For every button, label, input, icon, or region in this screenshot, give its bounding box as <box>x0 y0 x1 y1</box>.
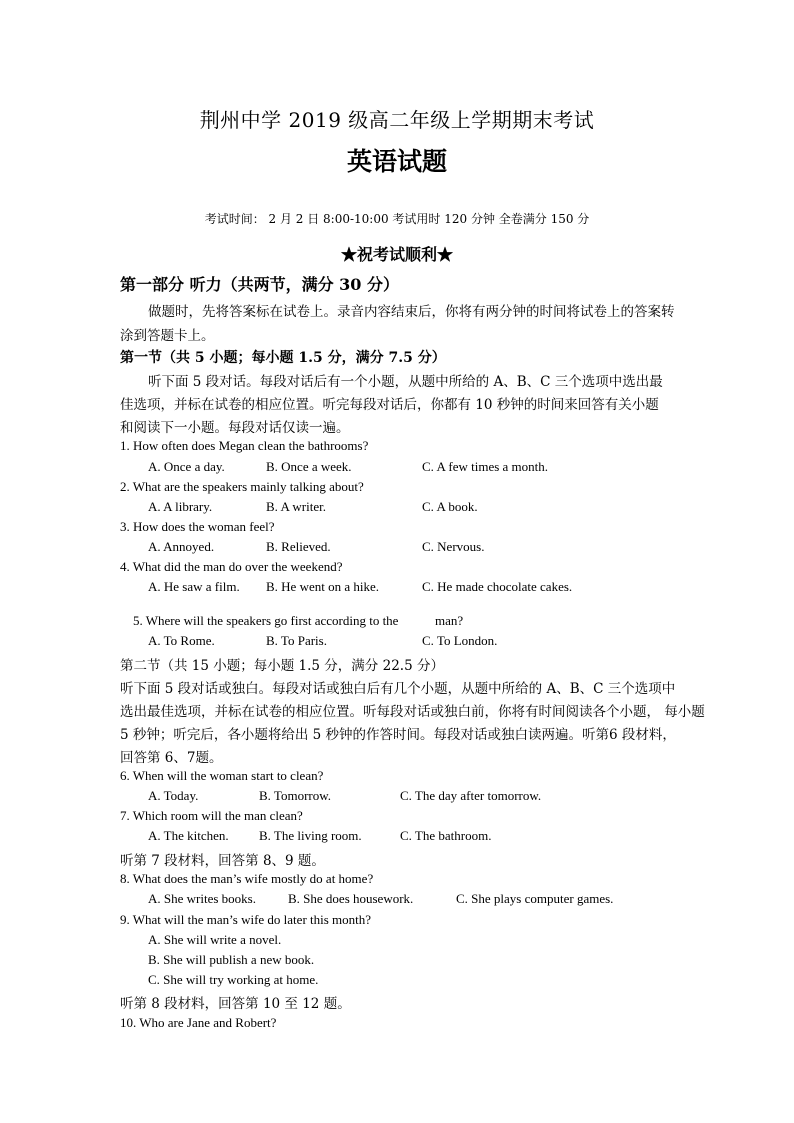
subject-title: 英语试题 <box>346 147 447 176</box>
q6-option-b: B. Tomorrow. <box>259 788 332 803</box>
question-5-tail: man? <box>435 613 464 628</box>
q2-option-c: C. A book. <box>422 499 478 514</box>
q3-option-c: C. Nervous. <box>422 539 485 554</box>
part1-instruction-line: 做题时，先将答案标在试卷上。录音内容结束后，你将有两分钟的时间将试卷上的答案转 <box>148 304 675 320</box>
q2-option-b: B. A writer. <box>266 499 326 514</box>
section2-instruction-line: 选出最佳选项，并标在试卷的相应位置。听每段对话或独白前，你将有时间阅读各个小题， 每小题 <box>120 704 705 720</box>
q1-option-b: B. Once a week. <box>266 459 352 474</box>
q5-option-b: B. To Paris. <box>266 633 327 648</box>
q7-option-c: C. The bathroom. <box>400 828 492 843</box>
q9-option-a: A. She will write a novel. <box>148 932 282 947</box>
q6-option-a: A. Today. <box>148 788 199 803</box>
question-9: 9. What will the man’s wife do later this month? <box>120 912 372 927</box>
q4-option-a: A. He saw a film. <box>148 579 240 594</box>
section2-instruction-line: 回答第 6、7题。 <box>120 750 223 766</box>
section1-instruction-line: 听下面 5 段对话。每段对话后有一个小题，从题中所给的 A、B、C 三个选项中选出最 <box>148 374 663 390</box>
question-7: 7. Which room will the man clean? <box>120 808 303 823</box>
section2-instruction-line: 5 秒钟；听完后，各小题将给出 5 秒钟的作答时间。每段对话或独白读两遍。听第6 段材料， <box>120 727 676 743</box>
question-6: 6. When will the woman start to clean? <box>120 768 324 783</box>
part1-heading: 第一部分 听力（共两节，满分 30 分） <box>120 275 399 294</box>
q8-option-c: C. She plays computer games. <box>456 891 614 906</box>
q3-option-a: A. Annoyed. <box>148 539 215 554</box>
q4-option-c: C. He made chocolate cakes. <box>422 579 573 594</box>
good-luck-banner: ★祝考试顺利★ <box>340 245 453 264</box>
material-note-8: 听第 8 段材料，回答第 10 至 12 题。 <box>120 996 351 1012</box>
section1-heading: 第一节（共 5 小题；每小题 1.5 分，满分 7.5 分） <box>120 350 446 366</box>
section2-heading: 第二节（共 15 小题；每小题 1.5 分，满分 22.5 分） <box>120 658 444 674</box>
exam-title: 荆州中学 2019 级高二年级上学期期末考试 <box>199 108 595 132</box>
material-note-7: 听第 7 段材料，回答第 8、9 题。 <box>120 853 325 869</box>
q9-option-b: B. She will publish a new book. <box>148 952 315 967</box>
q1-option-a: A. Once a day. <box>148 459 225 474</box>
question-8: 8. What does the man’s wife mostly do at home? <box>120 871 374 886</box>
section2-instruction-line: 听下面 5 段对话或独白。每段对话或独白后有几个小题，从题中所给的 A、B、C 三个选项中 <box>120 681 676 697</box>
q6-option-c: C. The day after tomorrow. <box>400 788 542 803</box>
question-10: 10. Who are Jane and Robert? <box>120 1015 277 1030</box>
exam-info: 考试时间： 2 月 2 日 8:00-10:00 考试用时 120 分钟 全卷满分 150 分 <box>204 212 590 226</box>
section1-instruction-line: 和阅读下一小题。每段对话仅读一遍。 <box>120 420 350 436</box>
q3-option-b: B. Relieved. <box>266 539 331 554</box>
q8-option-a: A. She writes books. <box>148 891 256 906</box>
part1-instruction-line: 涂到答题卡上。 <box>120 328 215 344</box>
q4-option-b: B. He went on a hike. <box>266 579 380 594</box>
section1-instruction-line: 佳选项，并标在试卷的相应位置。听完每段对话后，你都有 10 秒钟的时间来回答有关小题 <box>120 397 659 413</box>
question-4: 4. What did the man do over the weekend? <box>120 559 343 574</box>
q5-option-a: A. To Rome. <box>148 633 215 648</box>
q7-option-b: B. The living room. <box>259 828 362 843</box>
q7-option-a: A. The kitchen. <box>148 828 229 843</box>
q9-option-c: C. She will try working at home. <box>148 972 319 987</box>
question-2: 2. What are the speakers mainly talking about? <box>120 479 364 494</box>
question-3: 3. How does the woman feel? <box>120 519 275 534</box>
q2-option-a: A. A library. <box>148 499 213 514</box>
question-1: 1. How often does Megan clean the bathrooms? <box>120 438 369 453</box>
question-5: 5. Where will the speakers go first according to the <box>133 613 399 628</box>
q8-option-b: B. She does housework. <box>288 891 414 906</box>
q5-option-c: C. To London. <box>422 633 498 648</box>
q1-option-c: C. A few times a month. <box>422 459 549 474</box>
